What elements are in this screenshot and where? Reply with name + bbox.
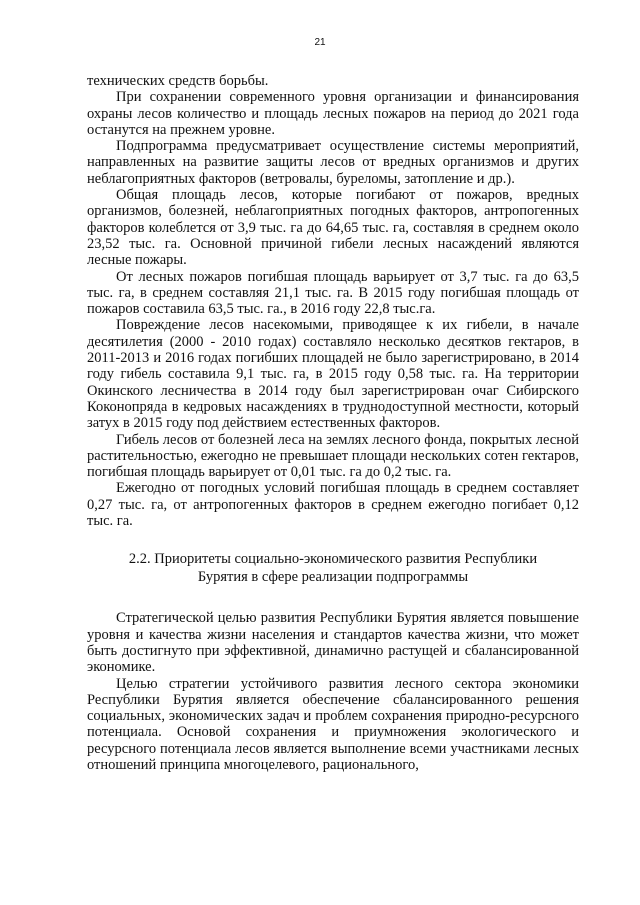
paragraph-total-forest-loss: Общая площадь лесов, которые погибают от пожаров, вредных организмов, болезней, неблагоприятных погодных факторов, антропогенных факторов колеблется от 3,9 тыс. га до 64,65 тыс. га, составляя в среднем около 23,52 тыс. га. Основной причиной гибели лесных насаждений являются лесные пожары. [87,187,579,269]
paragraph-subprogram-measures: Подпрограмма предусматривает осуществление системы мероприятий, направленных на развитие защиты лесов от вредных организмов и других неблагоприятных факторов (ветровалы, буреломы, затопление и др.). [87,138,579,187]
paragraph-fire-loss: От лесных пожаров погибшая площадь варьирует от 3,7 тыс. га до 63,5 тыс. га, в среднем составляя 21,1 тыс. га. В 2015 году погибшая площадь от пожаров составила 63,5 тыс. га., в 2016 году 22,8 тыс.га. [87,268,579,318]
section-heading [87,550,579,586]
paragraph-insect-damage: Повреждение лесов насекомыми, приводящее к их гибели, в начале десятилетия (2000 - 2010 годах) составляло несколько десятков гектаров, в 2011-2013 и 2016 годах погибших площадей не было зарегистрировано, в 2014 году гибель составила 9,1 тыс. га, в 2015 году 0,58 тыс. га. На территории Окинского лесничества в 2014 году был зарегистрирован очаг Сибирского Коконопряда в кедровых насаждениях в труднодоступной местности, который затух в 2015 году под действием естественных факторов. [87,317,579,432]
paragraph-disease-loss: Гибель лесов от болезней леса на землях лесного фонда, покрытых лесной растительностью, ежегодно не превышает площади нескольких сотен гектаров, погибшая площадь варьирует от 0,01 тыс. га до 0,2 тыс. га. [87,431,579,481]
document-body [87,73,579,773]
paragraph-weather-loss: Ежегодно от погодных условий погибшая площадь в среднем составляет 0,27 тыс. га, от антропогенных факторов в среднем ежегодно погибает 0,12 тыс. га. [87,480,579,530]
paragraph-fire-forecast: При сохранении современного уровня организации и финансирования охраны лесов количество и площадь лесных пожаров на период до 2021 года останутся на прежнем уровне. [87,89,579,138]
section-heading-line-2: Бурятия в сфере реализации подпрограммы [197,569,469,586]
paragraph-strategic-goal: Стратегической целью развития Республики Бурятия является повышение уровня и качества жизни населения и стандартов качества жизни, что может быть достигнуто при эффективной, динамично растущей и сбалансированной экономике. [87,610,579,676]
paragraph-continuation: технических средств борьбы. [87,73,269,89]
paragraph-strategy-aim: Целью стратегии устойчивого развития лесного сектора экономики Республики Бурятия является обеспечение сбалансированного решения социальных, экономических задач и проблем сохранения природно-ресурсного потенциала. Основой сохранения и приумножения экологического и ресурсного потенциала лесов является выполнение всеми участниками лесных отношений принципа многоцелевого, рационального, [87,675,579,773]
section-heading-line-1: 2.2. Приоритеты социально-экономического развития Республики [128,551,538,568]
page-number: 21 [314,37,326,48]
